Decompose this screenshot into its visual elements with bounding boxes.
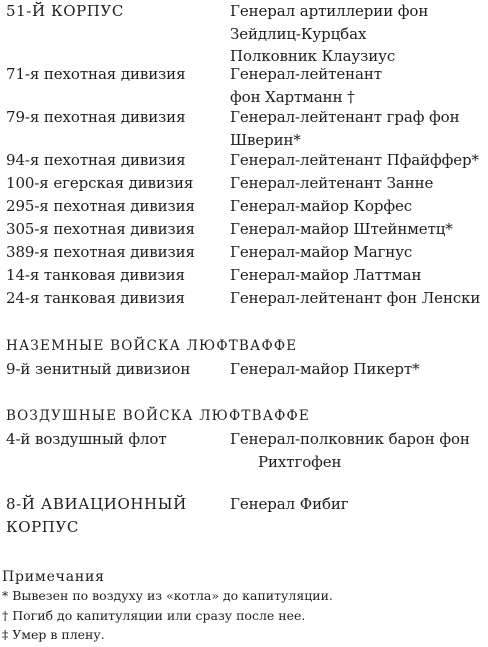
division-name: 14-я танковая дивизия <box>6 266 185 284</box>
air-corps-unit <box>6 493 187 538</box>
corps-commander-line: Полковник Клаузиус <box>230 47 396 65</box>
commander-line: Генерал-лейтенант Занне <box>230 174 434 192</box>
note-item: † Погиб до капитуляции или сразу после нее. <box>2 608 306 623</box>
division-name: 94-я пехотная дивизия <box>6 151 186 169</box>
commander-line: фон Хартманн † <box>230 87 355 106</box>
division-commander <box>230 264 421 287</box>
commander-line: Шверин* <box>230 130 301 149</box>
commander-line: Генерал-майор Штейнметц* <box>230 220 453 238</box>
commander-line: Генерал-майор Пикерт* <box>230 360 420 378</box>
commander-line: Генерал-лейтенант <box>230 65 382 83</box>
commander-line: Генерал-лейтенант Пфайффер* <box>230 151 479 169</box>
division-commander <box>230 218 453 241</box>
division-commander <box>230 63 382 108</box>
corps-commander-line: Генерал артиллерии фон <box>230 2 429 20</box>
commander-line: Генерал Фибиг <box>230 495 349 513</box>
note-item: * Вывезен по воздуху из «котла» до капитуляции. <box>2 588 333 603</box>
division-commander <box>230 195 412 218</box>
division-name: 295-я пехотная дивизия <box>6 197 195 215</box>
division-commander <box>230 287 480 310</box>
air-corps-unit-line: КОРПУС <box>6 517 79 536</box>
division-name: 71-я пехотная дивизия <box>6 65 186 83</box>
division-commander <box>230 106 460 151</box>
air-corps-unit-line: 8-Й АВИАЦИОННЫЙ <box>6 495 187 513</box>
division-commander <box>230 241 412 264</box>
luftwaffe-ground-commander <box>230 358 419 381</box>
division-name: 100-я егерская дивизия <box>6 174 194 192</box>
air-fleet-unit: 4-й воздушный флот <box>6 430 167 448</box>
division-commander <box>230 172 433 195</box>
division-name: 24-я танковая дивизия <box>6 289 185 307</box>
division-commander <box>230 149 479 172</box>
division-name: 389-я пехотная дивизия <box>6 243 195 261</box>
commander-line: Генерал-майор Корфес <box>230 197 413 215</box>
notes-title: Примечания <box>2 569 105 585</box>
commander-line: Генерал-майор Магнус <box>230 243 413 261</box>
commander-line: Рихтгофен <box>258 452 342 471</box>
corps-commanders <box>230 0 428 68</box>
luftwaffe-air-heading: ВОЗДУШНЫЕ ВОЙСКА ЛЮФТВАФФЕ <box>6 408 310 424</box>
luftwaffe-ground-unit: 9-й зенитный дивизион <box>6 360 191 378</box>
commander-line: Генерал-полковник барон фон <box>230 430 470 448</box>
corps-name: 51-Й КОРПУС <box>6 2 125 20</box>
division-name: 79-я пехотная дивизия <box>6 108 186 126</box>
commander-line: Генерал-майор Латтман <box>230 266 422 284</box>
commander-line: Генерал-лейтенант фон Ленски <box>230 289 481 307</box>
air-corps-commander <box>230 493 349 516</box>
division-name: 305-я пехотная дивизия <box>6 220 195 238</box>
corps-commander-line: Зейдлиц-Курцбах <box>230 24 367 43</box>
commander-line: Генерал-лейтенант граф фон <box>230 108 460 126</box>
air-fleet-commander <box>230 428 470 473</box>
note-item: ‡ Умер в плену. <box>2 627 105 642</box>
luftwaffe-ground-heading: НАЗЕМНЫЕ ВОЙСКА ЛЮФТВАФФЕ <box>6 338 298 354</box>
